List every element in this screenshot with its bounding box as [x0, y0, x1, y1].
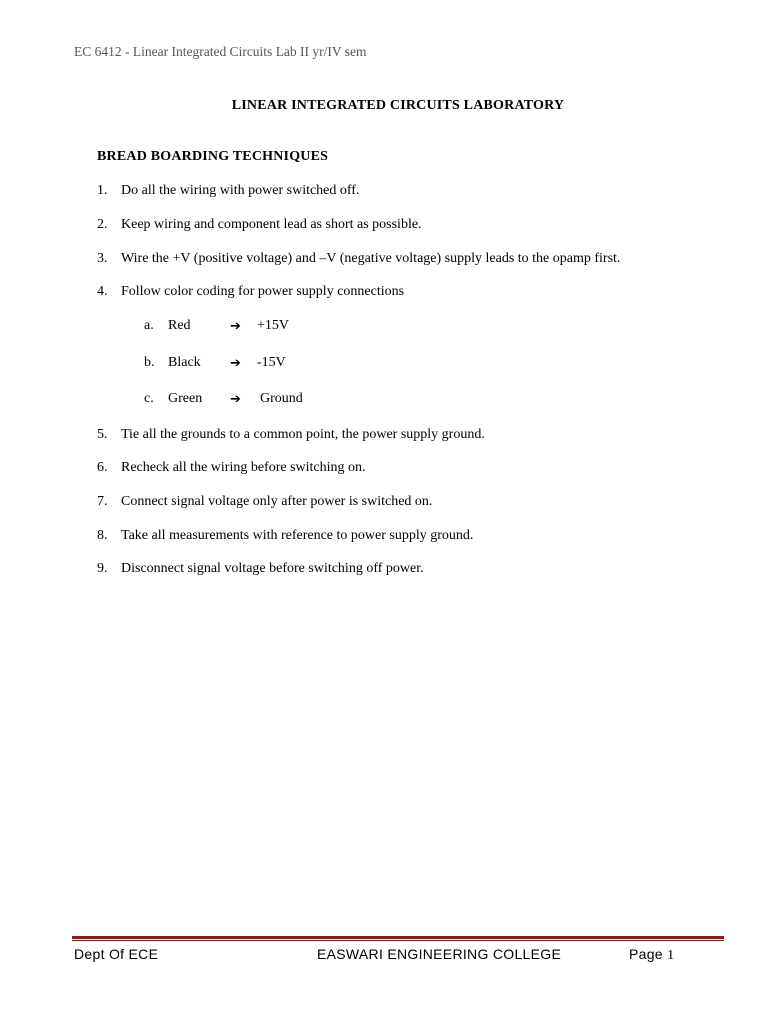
step-text: Tie all the grounds to a common point, the power supply ground. [121, 427, 485, 442]
step-text: Follow color coding for power supply connections [121, 284, 405, 299]
supply-voltage: -15V [257, 355, 286, 370]
step-number: 2. [97, 217, 108, 232]
wire-color: Black [168, 355, 201, 370]
step-item [97, 217, 422, 233]
sub-item-letter: a. [144, 318, 154, 333]
section-heading: BREAD BOARDING TECHNIQUES [97, 149, 329, 164]
step-number: 5. [97, 427, 108, 442]
step-number: 7. [97, 494, 108, 509]
step-item [97, 460, 366, 476]
wire-color: Green [168, 391, 203, 406]
step-item [97, 427, 485, 443]
step-item [97, 528, 473, 544]
footer-department: Dept Of ECE [74, 946, 159, 962]
step-item [97, 183, 359, 199]
right-arrow-icon: ➔ [230, 356, 241, 371]
supply-voltage: Ground [260, 391, 303, 406]
step-item [97, 561, 424, 577]
step-text: Do all the wiring with power switched off. [121, 183, 360, 198]
page-header: EC 6412 - Linear Integrated Circuits Lab II yr/IV sem [74, 44, 367, 59]
step-number: 3. [97, 251, 108, 266]
step-text: Disconnect signal voltage before switching off power. [121, 561, 424, 576]
step-text: Connect signal voltage only after power is switched on. [121, 494, 433, 509]
step-item [97, 494, 432, 510]
right-arrow-icon: ➔ [230, 392, 241, 407]
footer-college: EASWARI ENGINEERING COLLEGE [317, 946, 562, 962]
sub-item-letter: b. [144, 355, 155, 370]
step-number: 9. [97, 561, 108, 576]
footer-page [629, 946, 674, 964]
step-item [97, 251, 620, 267]
step-number: 6. [97, 460, 108, 475]
page-label: Page [629, 946, 663, 962]
supply-voltage: +15V [257, 318, 290, 333]
step-number: 8. [97, 528, 108, 543]
right-arrow-icon: ➔ [230, 319, 241, 334]
page-number: 1 [667, 948, 675, 963]
step-number: 4. [97, 284, 108, 299]
step-text: Take all measurements with reference to power supply ground. [121, 528, 474, 543]
sub-item-letter: c. [144, 391, 154, 406]
step-item [97, 284, 404, 300]
step-text: Wire the +V (positive voltage) and –V (negative voltage) supply leads to the opamp first. [121, 251, 621, 266]
document-title: LINEAR INTEGRATED CIRCUITS LABORATORY [231, 98, 565, 113]
footer-rule [72, 936, 724, 941]
wire-color: Red [168, 318, 191, 333]
step-text: Recheck all the wiring before switching on. [121, 460, 366, 475]
step-number: 1. [97, 183, 108, 198]
step-text: Keep wiring and component lead as short as possible. [121, 217, 422, 232]
